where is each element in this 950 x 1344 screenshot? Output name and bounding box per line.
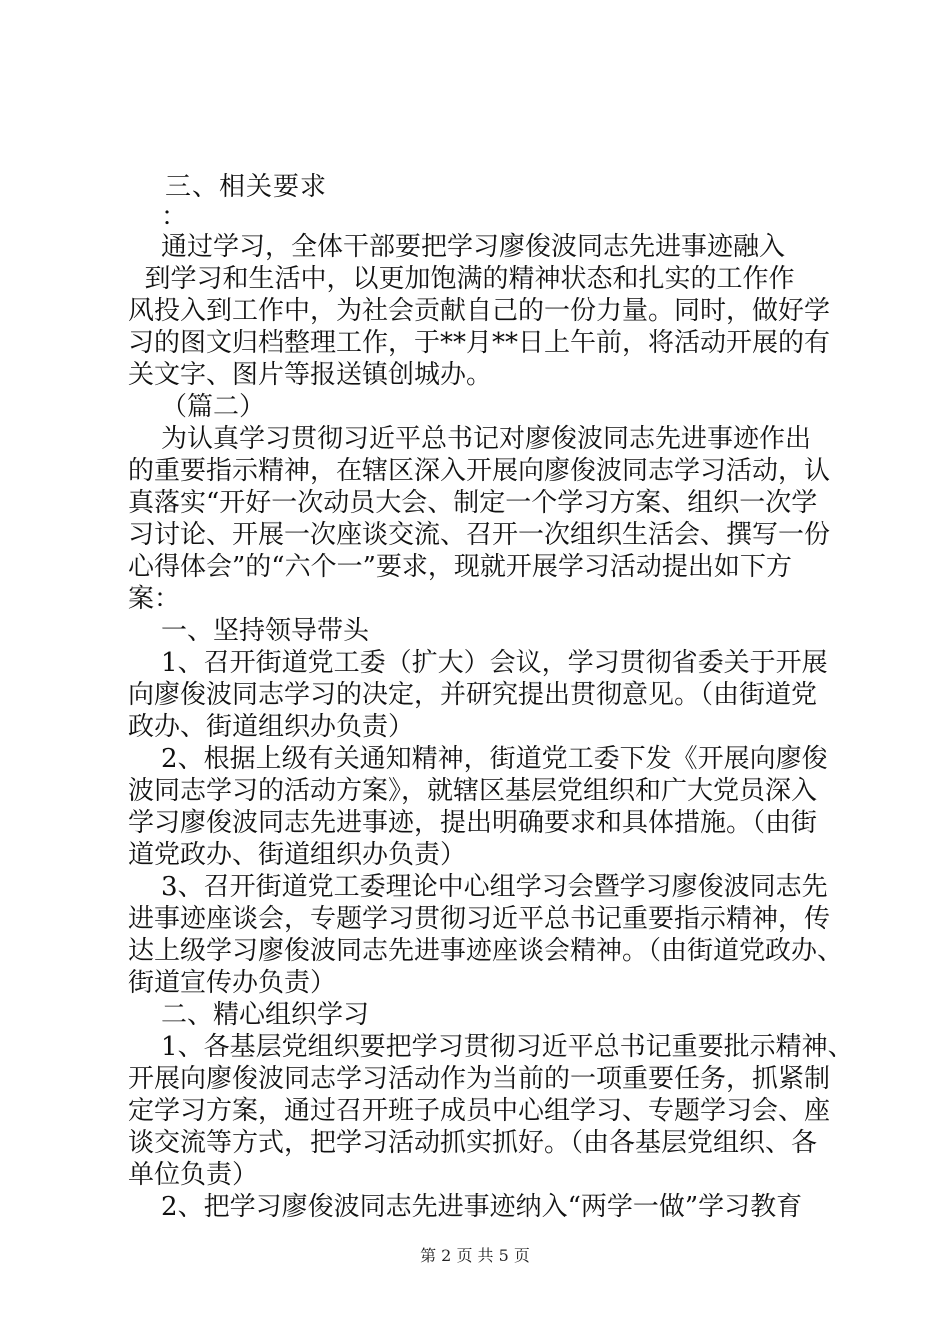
text-line: 关文字、图片等报送镇创城办。 xyxy=(128,360,493,390)
text-line: 1、召开街道党工委（扩大）会议，学习贯彻省委关于开展 xyxy=(128,648,828,678)
text-line: ： xyxy=(128,202,188,232)
text-line: 谈交流等方式，把学习活动抓实抓好。（由各基层党组织、各 xyxy=(128,1128,818,1158)
text-line: 1、各基层党组织要把学习贯彻习近平总书记重要批示精神、 xyxy=(128,1032,854,1062)
text-line: 3、召开街道党工委理论中心组学习会暨学习廖俊波同志先 xyxy=(128,872,828,902)
text-line: 街道宣传办负责） xyxy=(128,968,337,998)
text-line: 达上级学习廖俊波同志先进事迹座谈会精神。（由街道党政办、 xyxy=(128,936,844,966)
text-line: 单位负责） xyxy=(128,1160,259,1190)
page-number: 第 2 页 共 5 页 xyxy=(420,1246,530,1265)
page-footer xyxy=(0,1243,950,1266)
text-line: 定学习方案，通过召开班子成员中心组学习、专题学习会、座 xyxy=(128,1096,831,1126)
text-line: 心得体会”的“六个一”要求，现就开展学习活动提出如下方 xyxy=(128,552,792,582)
text-line: 学习廖俊波同志先进事迹，提出明确要求和具体措施。（由街 xyxy=(128,808,818,838)
text-line: 2、根据上级有关通知精神，街道党工委下发《开展向廖俊 xyxy=(128,744,828,774)
section-heading: （篇二） xyxy=(128,392,266,422)
text-line: 道党政办、街道组织办负责） xyxy=(128,840,467,870)
section-heading: 二、精心组织学习 xyxy=(128,1000,370,1030)
text-line: 风投入到工作中，为社会贡献自己的一份力量。同时，做好学 xyxy=(128,296,831,326)
text-line: 政办、街道组织办负责） xyxy=(128,712,415,742)
document-body xyxy=(128,171,854,1223)
text-line: 开展向廖俊波同志学习活动作为当前的一项重要任务，抓紧制 xyxy=(128,1064,831,1094)
section-heading: 三、相关要求 xyxy=(128,172,328,202)
text-line: 向廖俊波同志学习的决定，并研究提出贯彻意见。（由街道党 xyxy=(128,680,818,710)
text-line: 真落实“开好一次动员大会、制定一个学习方案、组织一次学 xyxy=(128,488,818,518)
text-line: 到学习和生活中，以更加饱满的精神状态和扎实的工作作 xyxy=(128,264,795,294)
text-line: 波同志学习的活动方案》，就辖区基层党组织和广大党员深入 xyxy=(128,776,818,806)
text-line: 为认真学习贯彻习近平总书记对廖俊波同志先进事迹作出 xyxy=(128,424,812,454)
text-line: 的重要指示精神，在辖区深入开展向廖俊波同志学习活动，认 xyxy=(128,456,831,486)
text-line: 案： xyxy=(128,584,181,614)
text-line: 习讨论、开展一次座谈交流、召开一次组织生活会、撰写一份 xyxy=(128,520,831,550)
text-line: 进事迹座谈会，专题学习贯彻习近平总书记重要指示精神，传 xyxy=(128,904,831,934)
text-line: 通过学习，全体干部要把学习廖俊波同志先进事迹融入 xyxy=(128,232,786,262)
section-heading: 一、坚持领导带头 xyxy=(128,616,370,646)
text-line: 2、把学习廖俊波同志先进事迹纳入“两学一做”学习教育 xyxy=(128,1192,803,1222)
text-line: 习的图文归档整理工作，于**月**日上午前，将活动开展的有 xyxy=(128,328,831,358)
